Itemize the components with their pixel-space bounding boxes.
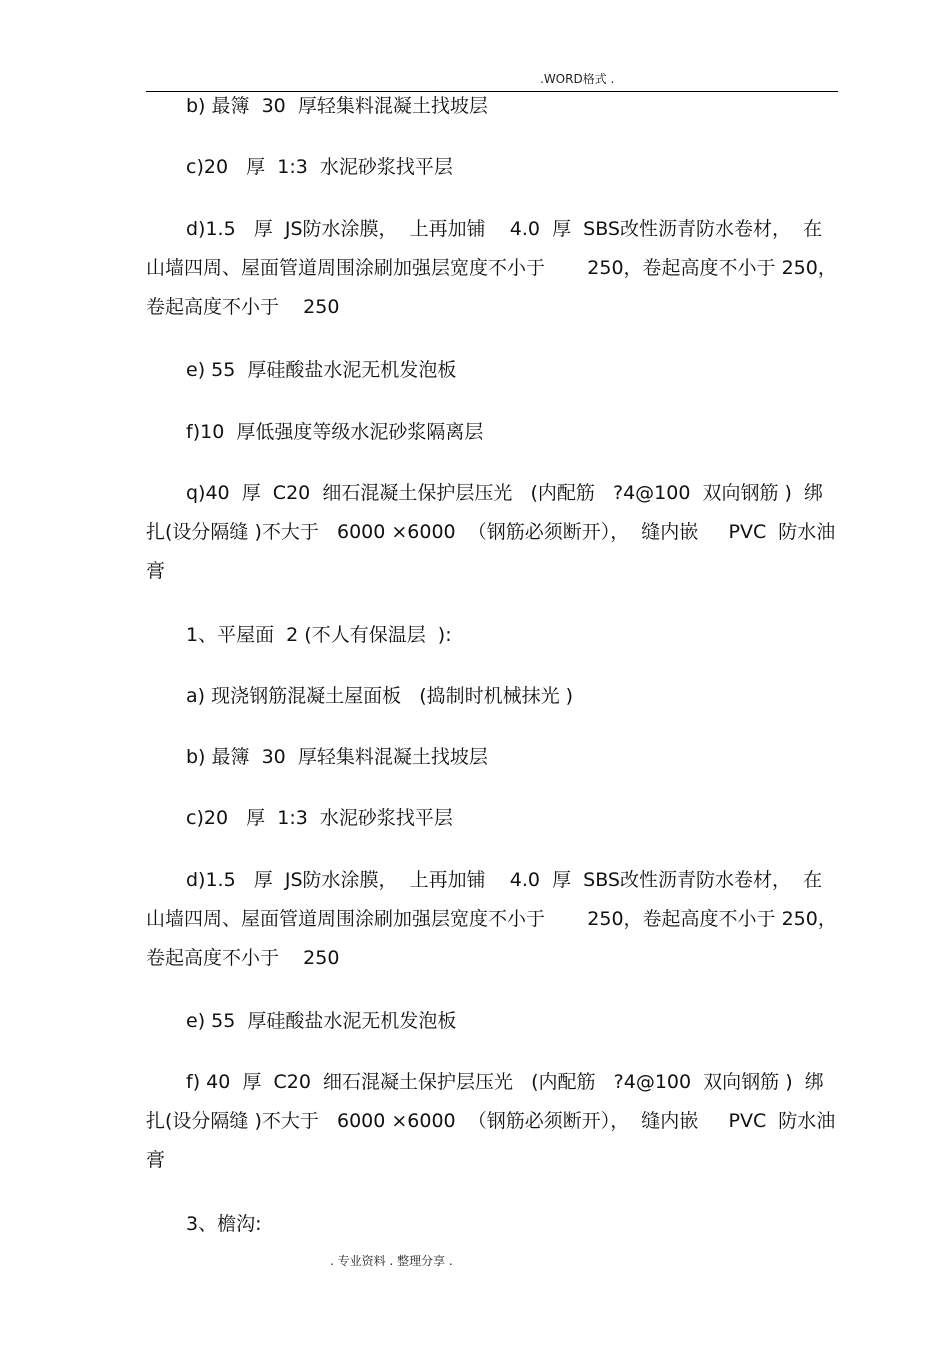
paragraph: e) 55 厚硅酸盐水泥无机发泡板 (186, 1010, 457, 1032)
paragraph: c)20 厚 1:3 水泥砂浆找平层 (186, 807, 453, 829)
paragraph: b) 最簿 30 厚轻集料混凝土找坡层 (186, 746, 488, 768)
paragraph: c)20 厚 1:3 水泥砂浆找平层 (186, 156, 453, 178)
paragraph: 1、平屋面 2 (不人有保温层 ): (186, 624, 452, 646)
header-label: .WORD格式 . (540, 72, 615, 86)
paragraph: d)1.5 厚 JS防水涂膜， 上再加铺 4.0 厚 SBS改性沥青防水卷材， 在山墙四周、屋面管道周围涂刷加强层宽度不小于 250，卷起高度不小于 250，卷起高度不小于 250 (146, 218, 837, 318)
paragraph: f) 40 厚 C20 细石混凝土保护层压光 (内配筋 ?4@100 双向钢筋 ) 绑扎(设分隔缝 )不大于 6000 ×6000 （钢筋必须断开）， 缝内嵌 PVC 防水油膏 (146, 1071, 836, 1171)
paragraph: f)10 厚低强度等级水泥砂浆隔离层 (186, 421, 484, 443)
paragraph: b) 最簿 30 厚轻集料混凝土找坡层 (186, 95, 488, 117)
paragraph: q)40 厚 C20 细石混凝土保护层压光 (内配筋 ?4@100 双向钢筋 ) 绑扎(设分隔缝 )不大于 6000 ×6000 （钢筋必须断开）， 缝内嵌 PVC 防水油膏 (146, 482, 836, 582)
page-footer: . 专业资料 . 整理分享 . (330, 1254, 453, 1268)
paragraph: d)1.5 厚 JS防水涂膜， 上再加铺 4.0 厚 SBS改性沥青防水卷材， 在山墙四周、屋面管道周围涂刷加强层宽度不小于 250，卷起高度不小于 250，卷起高度不小于 250 (146, 869, 837, 969)
paragraph: 3、檐沟: (186, 1213, 262, 1235)
paragraph: a) 现浇钢筋混凝土屋面板 (捣制时机械抹光 ) (186, 685, 574, 707)
paragraph: e) 55 厚硅酸盐水泥无机发泡板 (186, 359, 457, 381)
